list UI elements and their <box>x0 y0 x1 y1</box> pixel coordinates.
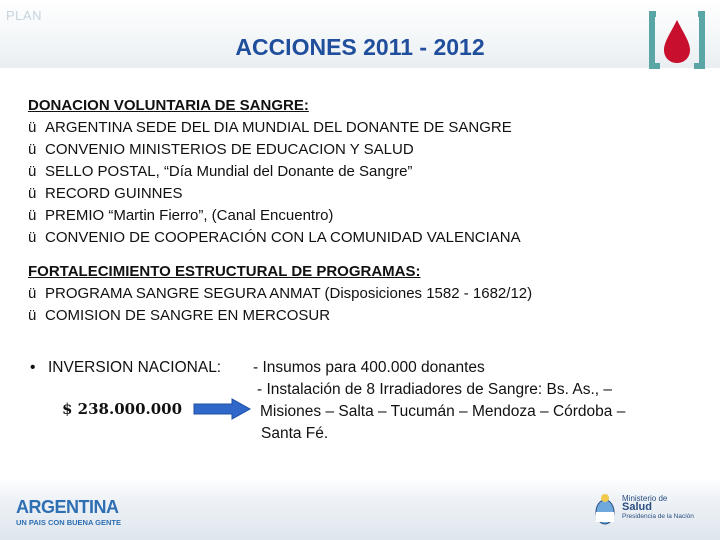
check-icon: ü <box>28 119 37 136</box>
argentina-tagline: UN PAIS CON BUENA GENTE <box>16 518 122 527</box>
bullet-icon: • <box>30 359 36 376</box>
argentina-brand-logo: ARGENTINA <box>16 497 119 517</box>
list-item: ü PREMIO “Martin Fierro”, (Canal Encuentro) <box>28 205 698 227</box>
list-item: ü PROGRAMA SANGRE SEGURA ANMAT (Disposiciones 1582 - 1682/12) <box>28 283 698 305</box>
arrow-right-icon <box>192 398 252 420</box>
content-area <box>28 95 698 327</box>
list-item: ü COMISION DE SANGRE EN MERCOSUR <box>28 305 698 327</box>
investment-amount: $ 238.000.000 <box>62 400 183 418</box>
list-item: ü CONVENIO DE COOPERACIÓN CON LA COMUNIDAD VALENCIANA <box>28 227 698 249</box>
check-icon: ü <box>28 285 37 302</box>
blood-drop-logo-icon <box>646 8 708 72</box>
investment-line-2: - Instalación de 8 Irradiadores de Sangre: Bs. As., – <box>257 381 612 398</box>
slide-title: ACCIONES 2011 - 2012 <box>235 34 485 60</box>
check-icon: ü <box>28 229 37 246</box>
list-item: ü CONVENIO MINISTERIOS DE EDUCACION Y SALUD <box>28 139 698 161</box>
check-icon: ü <box>28 163 37 180</box>
ministry-logo: Ministerio de Salud Presidencia de la Nación <box>622 494 694 520</box>
investment-line-4: Santa Fé. <box>261 425 329 442</box>
list-item: ü SELLO POSTAL, “Día Mundial del Donante de Sangre” <box>28 161 698 183</box>
plan-label: PLAN <box>6 8 42 23</box>
check-icon: ü <box>28 207 37 224</box>
check-icon: ü <box>28 185 37 202</box>
list-item: ü RECORD GUINNES <box>28 183 698 205</box>
list-item: ü ARGENTINA SEDE DEL DIA MUNDIAL DEL DONANTE DE SANGRE <box>28 117 698 139</box>
check-icon: ü <box>28 141 37 158</box>
investment-line-3: Misiones – Salta – Tucumán – Mendoza – Córdoba – <box>260 403 626 420</box>
coat-of-arms-icon <box>593 492 617 528</box>
investment-label: INVERSION NACIONAL: <box>48 359 222 376</box>
investment-line-1: - Insumos para 400.000 donantes <box>253 359 485 376</box>
check-icon: ü <box>28 307 37 324</box>
section-heading-donation: DONACION VOLUNTARIA DE SANGRE: <box>28 97 309 114</box>
section-heading-programs: FORTALECIMIENTO ESTRUCTURAL DE PROGRAMAS: <box>28 263 421 280</box>
